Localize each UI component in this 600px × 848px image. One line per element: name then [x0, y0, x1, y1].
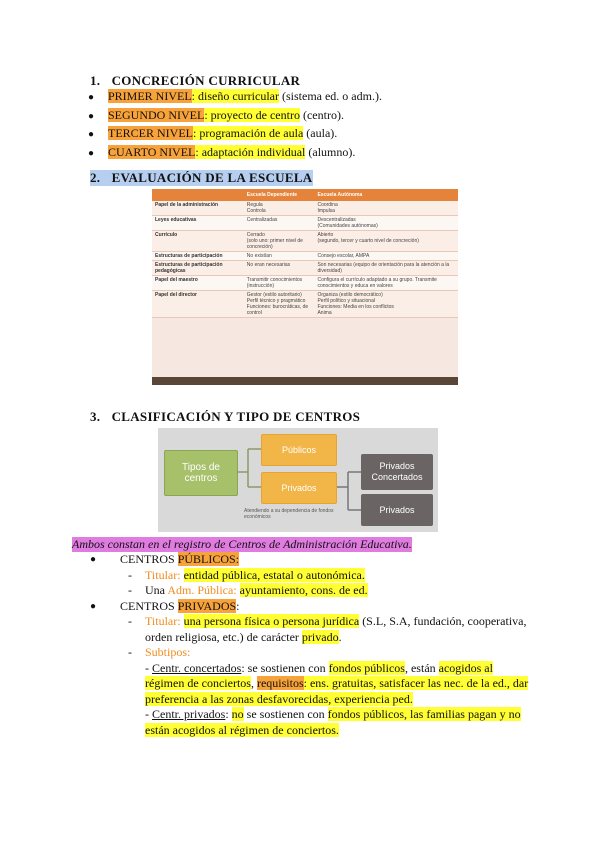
diagram-node-publicos: Públicos: [261, 434, 337, 466]
table-cell: Descentralizadas (Comunidades autónomas): [314, 216, 458, 231]
connector-line: [236, 449, 261, 487]
table-cell: Estructuras de participación pedagógicas: [152, 261, 244, 276]
dash-icon: -: [128, 567, 132, 582]
list-item: ● SEGUNDO NIVEL: proyecto de centro (centro).: [88, 106, 382, 125]
list-item: ● CENTROS PRIVADOS:: [90, 598, 240, 613]
table-cell: Papel del maestro: [152, 276, 244, 291]
bullet-icon: ●: [88, 110, 95, 122]
bullet-icon: ●: [90, 600, 97, 612]
evaluation-table: [152, 189, 458, 318]
table-header: Escuela Autónoma: [314, 189, 458, 201]
section-number: 3.: [90, 409, 101, 424]
centros-list: [90, 552, 530, 738]
list-item: - Titular: entidad pública, estatal o autonómica.: [128, 567, 365, 582]
subtipo-concertados: - Centr. concertados: se sostienen con fondos públicos, están acogidos al régimen de conciertos, requisitos: ens. gratuitas, satisfacer las nec. de la ed., dar preferencia a las zonas desfavorecidas, experiencia ped.: [145, 660, 529, 706]
concrecion-list: [88, 87, 382, 161]
table-row: [152, 252, 458, 261]
table-cell: Gestor (estilo autoritario) Perfil técnico y pragmático Funciones: burocráticas, de control: [244, 291, 315, 318]
table-cell: Abierto (segundo, tercer y cuarto nivel de concreción): [314, 231, 458, 252]
diagram-node-tipos: Tipos de centros: [164, 450, 238, 496]
list-item: - Titular: una persona física o persona jurídica (S.L, S.A, fundación, cooperativa, orden religiosa, etc.) de carácter privado.: [128, 614, 527, 644]
table-cell: Configura el currículo adaptado a su grupo. Transmite conocimientos y educa en valores: [314, 276, 458, 291]
diagram-node-privados-concertados: Privados Concertados: [361, 454, 433, 490]
dash-icon: -: [128, 614, 132, 628]
list-item: ● PRIMER NIVEL: diseño curricular (sistema ed. o adm.).: [88, 87, 382, 106]
table-row: [152, 261, 458, 276]
section-3-heading: [90, 409, 360, 425]
table-cell: No eran necesarias: [244, 261, 315, 276]
section-2-heading: [90, 170, 313, 186]
table-cell: Transmitir conocimientos (instrucción): [244, 276, 315, 291]
section-number: 2.: [90, 170, 101, 185]
connector-line: [335, 472, 361, 510]
table-cell: Papel de la administración: [152, 201, 244, 216]
list-item: ● CENTROS PÚBLICOS:: [90, 552, 240, 566]
table-cell: Centralizadas: [244, 216, 315, 231]
image-bottom-border: [152, 377, 458, 385]
bullet-icon: ●: [88, 92, 95, 103]
list-item: ● CUARTO NIVEL: adaptación individual (alumno).: [88, 143, 382, 162]
section-number: 1.: [90, 73, 101, 88]
dash-icon: -: [128, 583, 132, 597]
table-row: [152, 276, 458, 291]
bullet-icon: ●: [90, 554, 97, 565]
table-row: [152, 231, 458, 252]
diagram-node-privados-leaf: Privados: [361, 494, 433, 526]
table-row: [152, 291, 458, 318]
dash-icon: -: [128, 645, 132, 659]
subtipo-privados: - Centr. privados: no se sostienen con fondos públicos, las familias pagan y no están acogidos al régimen de conciertos.: [145, 707, 521, 737]
table-row: [152, 201, 458, 216]
evaluation-table-image: [152, 189, 458, 385]
table-cell: Organiza (estilo democrático) Perfil político y situacional Funciones: Media en los conflictos Anima: [314, 291, 458, 318]
table-row: [152, 216, 458, 231]
table-cell: Estructuras de participación: [152, 252, 244, 261]
table-header: Escuela Dependiente: [244, 189, 315, 201]
table-cell: Leyes educativas: [152, 216, 244, 231]
table-cell: Son necesarias (equipo de orientación para la atención a la diversidad): [314, 261, 458, 276]
table-cell: Regula Controla: [244, 201, 315, 216]
table-cell: Currículo: [152, 231, 244, 252]
centers-diagram: [158, 428, 438, 532]
bullet-icon: ●: [88, 129, 95, 140]
section-title: EVALUACIÓN DE LA ESCUELA: [111, 170, 313, 185]
section-title: CLASIFICACIÓN Y TIPO DE CENTROS: [111, 409, 361, 424]
table-header: [152, 189, 244, 201]
diagram-node-privados: Privados: [261, 472, 337, 504]
list-item: ● TERCER NIVEL: programación de aula (aula).: [88, 124, 382, 143]
table-cell: Consejo escolar, AMPA: [314, 252, 458, 261]
section-title: CONCRECIÓN CURRICULAR: [111, 73, 301, 88]
table-cell: Papel del director: [152, 291, 244, 318]
table-cell: Coordina Impulsa: [314, 201, 458, 216]
diagram-note: Atendiendo a su dependencia de fondos económicos: [244, 508, 334, 520]
list-item: - Una Adm. Pública: ayuntamiento, cons. de ed.: [128, 583, 368, 597]
table-cell: Cerrado (solo uno: primer nivel de concreción): [244, 231, 315, 252]
bullet-icon: ●: [88, 147, 95, 159]
list-item: - Subtipos:: [128, 645, 191, 659]
registro-note: Ambos constan en el registro de Centros de Administración Educativa.: [72, 537, 412, 551]
table-cell: No existían: [244, 252, 315, 261]
